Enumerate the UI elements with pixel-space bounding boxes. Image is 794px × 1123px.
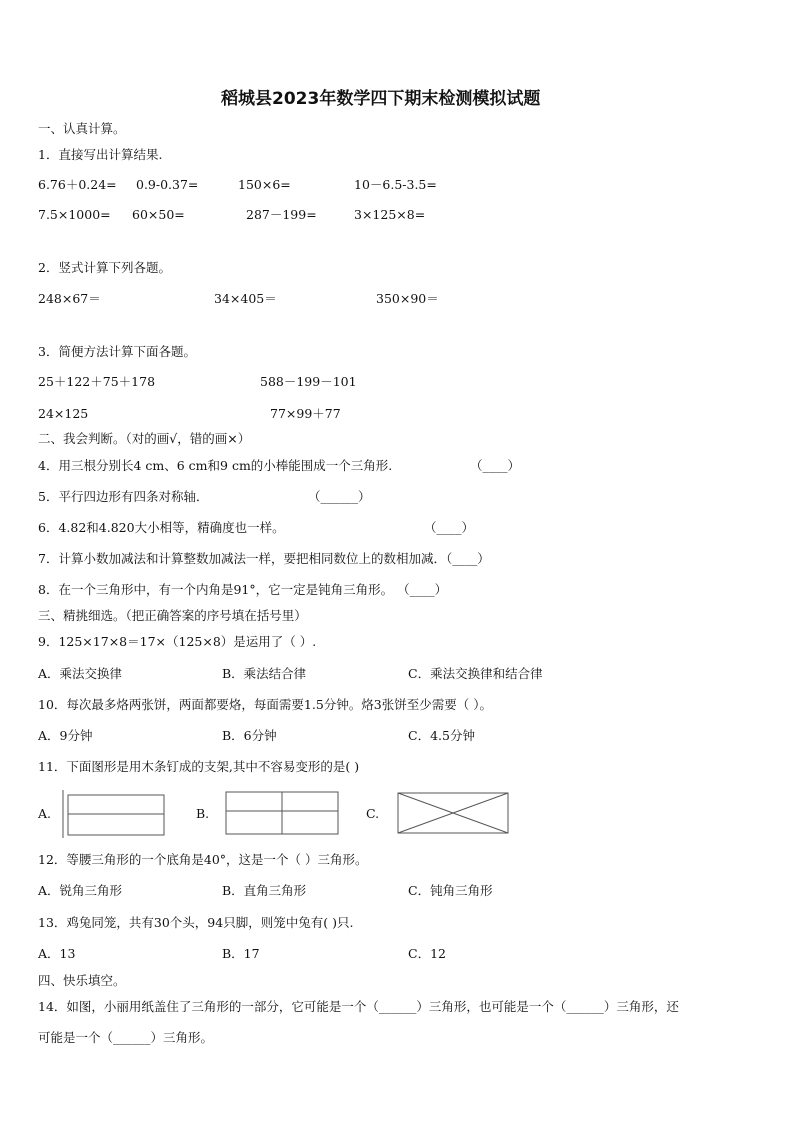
q1-item: 287－199=: [246, 207, 317, 222]
option-b[interactable]: B．17: [222, 946, 260, 961]
option-a[interactable]: A．锐角三角形: [38, 883, 123, 898]
q2-item: 248×67＝: [38, 291, 101, 306]
option-a[interactable]: A．乘法交换律: [38, 666, 123, 681]
question-7[interactable]: 7．计算小数加减法和计算整数加减法一样，要把相同数位上的数相加减．（____）: [38, 551, 490, 566]
option-b[interactable]: B．直角三角形: [222, 883, 307, 898]
option-b[interactable]: B.: [196, 806, 210, 821]
option-a[interactable]: A.: [38, 806, 52, 821]
q3-item: 588－199－101: [260, 374, 357, 389]
q1-item: 6.76＋0.24=: [38, 177, 117, 192]
section-4-heading: 四、快乐填空。: [38, 973, 126, 988]
q1-item: 0.9-0.37=: [136, 177, 199, 192]
q2-item: 34×405＝: [214, 291, 277, 306]
q1-item: 3×125×8=: [354, 207, 426, 222]
option-c[interactable]: C．4.5分钟: [408, 728, 475, 743]
question-13[interactable]: 13．鸡兔同笼，共有30个头，94只脚，则笼中兔有( )只.: [38, 915, 354, 930]
question-2: 2．竖式计算下列各题。: [38, 260, 171, 275]
frame-figure-c[interactable]: [396, 791, 512, 837]
option-a[interactable]: A．9分钟: [38, 728, 93, 743]
option-c[interactable]: C.: [366, 806, 380, 821]
question-3: 3．简便方法计算下面各题。: [38, 344, 196, 359]
question-5: 5．平行四边形有四条对称轴．: [38, 489, 209, 504]
q3-item: 24×125: [38, 406, 89, 421]
q3-item: 25＋122＋75＋178: [38, 374, 156, 389]
answer-blank[interactable]: （______）: [308, 489, 371, 504]
question-11[interactable]: 11．下面图形是用木条钉成的支架,其中不容易变形的是( ): [38, 759, 360, 774]
q2-item: 350×90＝: [376, 291, 439, 306]
question-14-line1[interactable]: 14．如图，小丽用纸盖住了三角形的一部分，它可能是一个（______）三角形，也可能是一个（______）三角形，还: [38, 999, 679, 1014]
q1-item: 7.5×1000=: [38, 207, 111, 222]
q1-item: 150×6=: [238, 177, 291, 192]
question-4: 4．用三根分别长4 cm、6 cm和9 cm的小棒能围成一个三角形.: [38, 458, 393, 473]
option-b[interactable]: B．乘法结合律: [222, 666, 307, 681]
option-c[interactable]: C．乘法交换律和结合律: [408, 666, 543, 681]
question-1: 1．直接写出计算结果.: [38, 147, 163, 162]
option-b[interactable]: B．6分钟: [222, 728, 277, 743]
answer-blank[interactable]: （____）: [424, 520, 475, 535]
section-2-heading: 二、我会判断。（对的画√，错的画×）: [38, 431, 251, 446]
q1-item: 10－6.5-3.5=: [354, 177, 437, 192]
question-12[interactable]: 12．等腰三角形的一个底角是40°，这是一个（ ）三角形。: [38, 852, 368, 867]
q3-item: 77×99＋77: [270, 406, 341, 421]
question-9[interactable]: 9．125×17×8＝17×（125×8）是运用了（ ）.: [38, 634, 317, 649]
option-c[interactable]: C．12: [408, 946, 446, 961]
question-14-line2[interactable]: 可能是一个（______）三角形。: [38, 1030, 214, 1045]
frame-figure-b[interactable]: [224, 790, 342, 838]
section-1-heading: 一、认真计算。: [38, 121, 126, 136]
question-10[interactable]: 10．每次最多烙两张饼，两面都要烙，每面需要1.5分钟。烙3张饼至少需要（ ）。: [38, 697, 492, 712]
section-3-heading: 三、精挑细选。（把正确答案的序号填在括号里）: [38, 608, 307, 623]
q1-item: 60×50=: [132, 207, 185, 222]
option-a[interactable]: A．13: [38, 946, 76, 961]
question-6: 6．4.82和4.820大小相等，精确度也一样。: [38, 520, 285, 535]
page-title: 稻城县2023年数学四下期末检测模拟试题: [221, 89, 541, 109]
frame-figure-a[interactable]: [62, 788, 166, 840]
option-c[interactable]: C．钝角三角形: [408, 883, 493, 898]
question-8[interactable]: 8．在一个三角形中，有一个内角是91°，它一定是钝角三角形。 （____）: [38, 582, 448, 597]
answer-blank[interactable]: （____）: [470, 458, 521, 473]
